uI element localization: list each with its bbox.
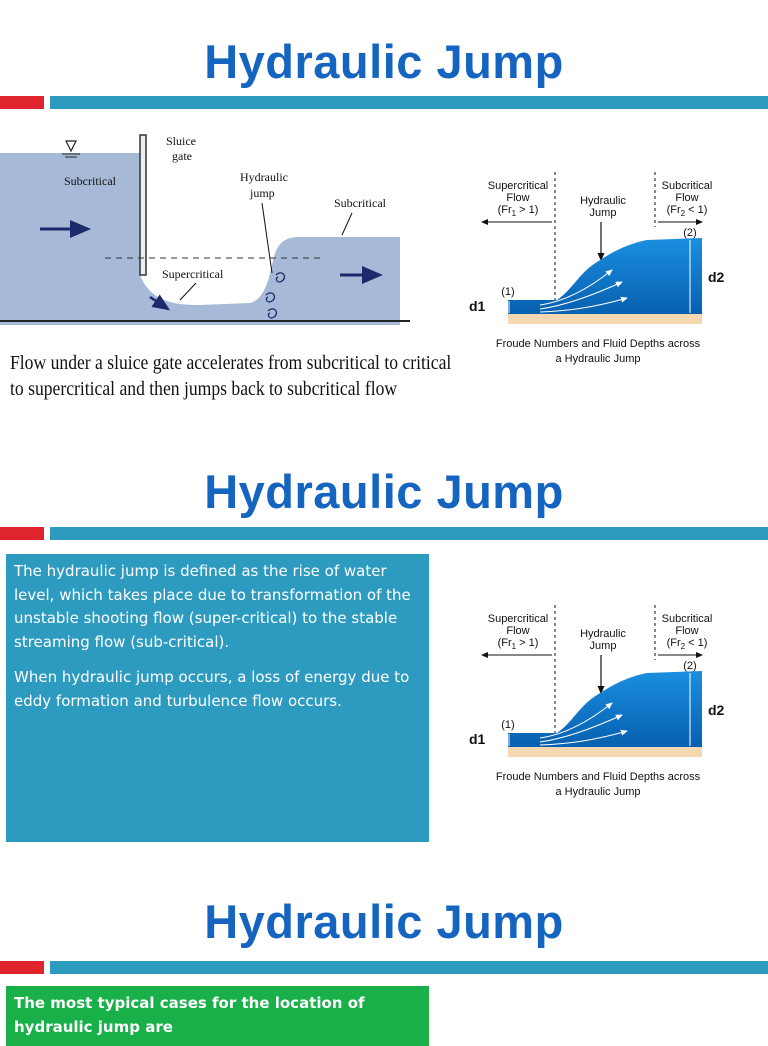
supercritical-froude: $(Fr_1 > 1)$ (497, 637, 539, 651)
point-2-label: (2) (683, 227, 697, 239)
label-jump: jump (250, 186, 275, 200)
froude-caption: Froude Numbers and Fluid Depths across (495, 771, 701, 783)
d2-label: d2 (708, 702, 725, 718)
accent-bar-red (0, 961, 44, 974)
supercritical-label: Flow (506, 192, 530, 204)
slide-2 (0, 430, 768, 850)
label-subcritical-right: Subcritical (334, 196, 386, 210)
slide-title: Hydraulic Jump (204, 35, 564, 88)
label-subcritical-left: Subcritical (64, 174, 116, 188)
accent-bar-blue (50, 527, 768, 540)
sluice-caption (10, 350, 450, 402)
d1-label: d1 (469, 731, 486, 747)
accent-bar-blue (50, 961, 768, 974)
sluice-gate (140, 135, 146, 275)
d1-label: d1 (469, 298, 486, 314)
subcritical-label: Subcritical (661, 180, 713, 192)
supercritical-label: Flow (506, 625, 530, 637)
subcritical-label: Subcritical (661, 613, 713, 625)
slide-3 (0, 860, 768, 1036)
hydraulic-jump-label: Jump (589, 207, 617, 219)
definition-textbox (6, 554, 429, 842)
subcritical-froude: $(Fr_2 < 1)$ (666, 204, 708, 218)
point-1-label: (1) (501, 286, 515, 298)
label-sluice: Sluice (166, 134, 196, 148)
subcritical-label: Flow (675, 625, 699, 637)
froude-figure (462, 172, 732, 372)
typical-cases-textbox (6, 986, 429, 1046)
supercritical-froude: $(Fr_1 > 1)$ (497, 204, 539, 218)
accent-bar-red (0, 527, 44, 540)
typical-cases-paragraph: The most typical cases for the location of hydraulic jump are (14, 994, 365, 1036)
slide-title: Hydraulic Jump (204, 465, 564, 518)
point-2-label: (2) (683, 660, 697, 672)
subcritical-froude: $(Fr_2 < 1)$ (666, 637, 708, 651)
hydraulic-jump-label: Hydraulic (580, 195, 626, 207)
slide-1 (0, 0, 768, 420)
label-gate: gate (172, 149, 192, 163)
froude-figure (462, 605, 732, 805)
label-supercritical: Supercritical (162, 267, 224, 281)
accent-bar-red (0, 96, 44, 109)
channel-bed (508, 747, 702, 757)
supercritical-label: Supercritical (487, 613, 549, 625)
froude-caption: a Hydraulic Jump (555, 786, 641, 798)
sluice-gate-figure (0, 125, 440, 337)
label-hydraulic: Hydraulic (240, 170, 288, 184)
slide-title: Hydraulic Jump (204, 895, 564, 948)
accent-bar-blue (50, 96, 768, 109)
channel-bed (508, 314, 702, 324)
froude-caption: a Hydraulic Jump (555, 353, 641, 365)
supercritical-label: Supercritical (487, 180, 549, 192)
caption-line: to supercritical and then jumps back to subcritical flow (10, 378, 398, 400)
energy-loss-paragraph: When hydraulic jump occurs, a loss of energy due to eddy formation and turbulence flow occurs. (14, 668, 410, 710)
hydraulic-jump-label: Hydraulic (580, 628, 626, 640)
d2-label: d2 (708, 269, 725, 285)
froude-caption: Froude Numbers and Fluid Depths across (495, 338, 701, 350)
definition-paragraph: The hydraulic jump is defined as the rise of water level, which takes place due to transformation of the unstable shooting flow (super-critical) to the stable streaming flow (sub-critical). (14, 562, 411, 651)
hydraulic-jump-label: Jump (589, 640, 617, 652)
point-1-label: (1) (501, 719, 515, 731)
subcritical-label: Flow (675, 192, 699, 204)
caption-line: Flow under a sluice gate accelerates from subcritical to critical (10, 352, 452, 374)
